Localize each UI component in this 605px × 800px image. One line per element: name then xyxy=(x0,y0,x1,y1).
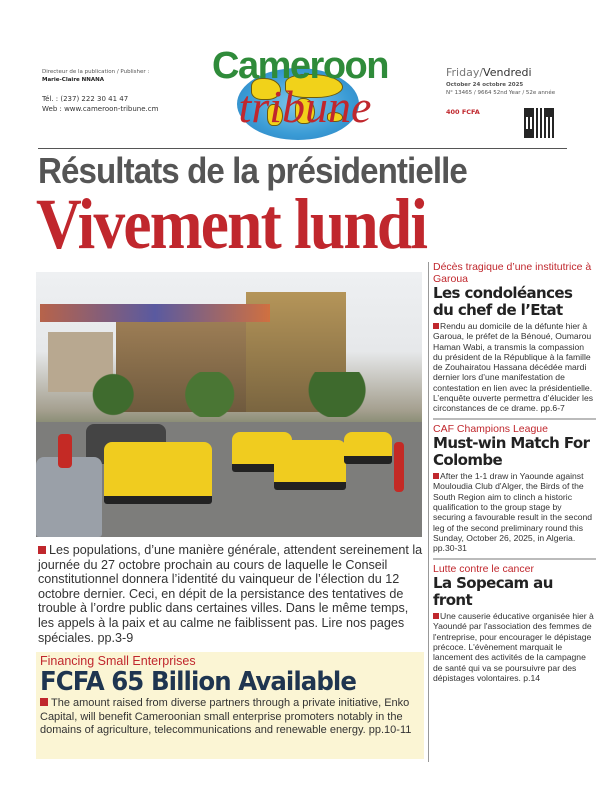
bullet-icon xyxy=(433,473,439,479)
financing-kicker: Financing Small Enterprises xyxy=(40,654,196,668)
price: 400 FCFA xyxy=(446,108,480,116)
issue-date: October 24 octobre 2025 xyxy=(446,82,524,88)
financing-headline: FCFA 65 Billion Available xyxy=(40,667,356,697)
main-kicker: Résultats de la présidentielle xyxy=(38,150,467,191)
publisher-info xyxy=(42,68,158,114)
website: Web : www.cameroon-tribune.cm xyxy=(42,105,159,113)
qr-code-icon[interactable] xyxy=(524,108,554,138)
main-photo xyxy=(36,272,422,537)
story-kicker: Lutte contre le cancer xyxy=(433,562,534,575)
sidebar-story-colombe xyxy=(433,424,596,560)
cameroon-tribune-logo xyxy=(205,44,395,144)
main-lead-text: Les populations, d’une manière générale, attendent sereinement la journée du 27 octobre prochain au cours de laquelle le Conseil constitutionnel donnera l’identité du vainqueur de l’élection du 12 octobre dernier. Ceci, en dépit de la persistance des tentatives de trouble à l’ordre public dans certaines villes. Dans le même temps, les appels à la paix et au calme ne faiblissent pas. Lire nos pages spéciales. pp.3-9 xyxy=(38,543,423,645)
day-fr: Vendredi xyxy=(483,66,532,79)
bullet-icon xyxy=(40,698,48,706)
story-text: After the 1-1 draw in Yaounde against Mouloudia Club d'Alger, the Birds of the South Region aim to clinch a historic qualification to the group stage by securing a favourable result in the second leg of the second preliminary round this Sunday, October 26, 2025, in Algeria. pp.30-31 xyxy=(433,471,593,554)
story-text: Une causerie éducative organisée hier à Yaoundé par l'association des femmes de l'entreprise, pour encourager le dépistage précoce. L'évènement marquait le lancement des activités de la campagne de santé qui va se poursuivre par des dépistages volontaires. p.14 xyxy=(433,611,594,683)
bullet-icon xyxy=(433,613,439,619)
issue-number: N° 13465 / 9664 52nd Year / 52e année xyxy=(446,90,556,96)
issue-info xyxy=(446,66,596,116)
story-title: Must-win Match For Colombe xyxy=(433,434,590,470)
story-kicker: Décès tragique d’une institutrice à Garoua xyxy=(433,261,592,285)
logo-tribune: tribune xyxy=(238,81,372,132)
logo-cameroon: Cameroon xyxy=(212,45,388,87)
financing-story xyxy=(36,652,424,759)
telephone: Tél. : (237) 222 30 41 47 xyxy=(42,95,129,103)
issue-day xyxy=(446,66,596,79)
director-name: Marie-Claire NNANA xyxy=(42,77,104,83)
bullet-icon xyxy=(38,546,46,554)
story-kicker: CAF Champions League xyxy=(433,422,548,435)
director-label: Directeur de la publication / Publisher : xyxy=(42,69,150,75)
financing-text: The amount raised from diverse partners through a private initiative, Enko Capital, will benefit Cameroonian small enterprise promoters notably in the domains of agriculture, telecommunications and renewable energy. pp.10-11 xyxy=(40,697,412,736)
sidebar-story-sopecam xyxy=(433,564,596,688)
main-lead xyxy=(38,543,423,645)
sidebar-stories xyxy=(428,262,596,762)
masthead-divider xyxy=(38,148,567,149)
bullet-icon xyxy=(433,323,439,329)
story-title: Les condoléances du chef de l’Etat xyxy=(433,284,573,319)
story-title: La Sopecam au front xyxy=(433,574,553,610)
day-en: Friday/ xyxy=(446,66,484,79)
sidebar-story-condolences xyxy=(433,262,596,420)
story-text: Rendu au domicile de la défunte hier à Garoua, le préfet de la Bénoué, Oumarou Haman Wabi, a transmis la compassion du président de la République à la famille de Zouhairatou Hassana décédée mardi dernier lors d’une manifestation de contestation en lien avec la présidentielle. L’enquête ouverte permettra d’élucider les circonstances de ce drame. pp.6-7 xyxy=(433,321,594,414)
main-headline: Vivement lundi xyxy=(36,184,427,264)
